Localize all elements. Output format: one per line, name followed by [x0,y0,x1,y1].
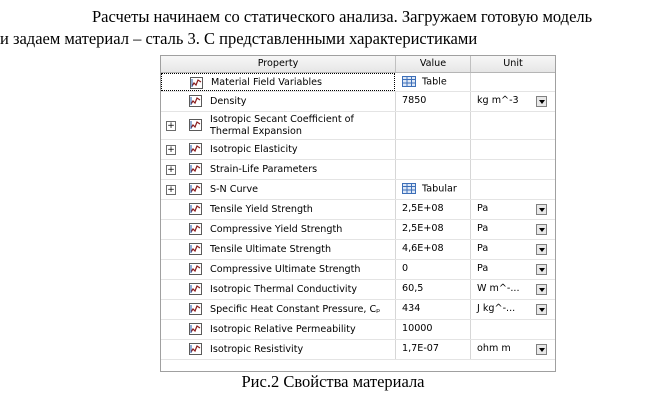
property-cell[interactable] [161,92,396,111]
table-row[interactable] [161,160,555,180]
value-text: 60,5 [402,283,424,294]
material-property-icon [189,143,203,156]
table-header [161,56,555,73]
material-property-icon [189,303,203,316]
dropdown-arrow-icon[interactable] [536,304,547,315]
material-property-icon [189,323,203,336]
header-unit[interactable]: Unit [503,58,523,69]
value-cell[interactable] [396,340,471,359]
dropdown-arrow-icon[interactable] [536,224,547,235]
property-label: Isotropic Resistivity [210,343,304,355]
dropdown-arrow-icon[interactable] [536,204,547,215]
unit-cell[interactable] [471,220,555,239]
unit-cell[interactable] [471,320,555,339]
property-label: Isotropic Elasticity [210,143,298,155]
unit-cell[interactable] [471,92,555,111]
unit-text: Pa [477,263,489,274]
property-cell[interactable] [161,73,395,91]
property-cell[interactable] [161,240,396,259]
value-cell[interactable] [396,280,471,299]
material-property-icon [190,77,204,90]
dropdown-arrow-icon[interactable] [536,96,547,107]
value-cell[interactable] [396,300,471,319]
unit-text: Pa [477,203,489,214]
property-cell[interactable] [161,340,396,359]
unit-cell[interactable] [471,200,555,219]
material-property-icon [189,243,203,256]
table-row[interactable] [161,300,555,320]
unit-text: kg m^-3 [477,95,519,106]
dropdown-arrow-icon[interactable] [536,284,547,295]
dropdown-arrow-icon[interactable] [536,244,547,255]
unit-cell[interactable] [471,160,555,179]
table-row[interactable] [161,340,555,360]
unit-cell[interactable] [471,280,555,299]
property-cell[interactable] [161,112,396,139]
figure-caption: Рис.2 Свойства материала [241,372,425,391]
value-text: 1,7E-07 [402,343,439,354]
unit-cell[interactable] [471,240,555,259]
paragraph-line-1: Расчеты начинаем со статического анализа. Загружаем готовую модель [92,7,593,26]
unit-cell[interactable] [471,260,555,279]
table-grid-icon [402,76,422,87]
dropdown-arrow-icon[interactable] [536,344,547,355]
header-property[interactable]: Property [161,56,396,72]
property-label: Tensile Ultimate Strength [210,243,332,255]
value-cell[interactable] [396,320,471,339]
dropdown-arrow-icon[interactable] [536,264,547,275]
property-label: Tensile Yield Strength [210,203,313,215]
property-label: Material Field Variables [211,77,323,88]
unit-cell[interactable] [471,140,555,159]
expand-icon[interactable]: + [167,184,175,195]
material-property-icon [189,283,203,296]
property-cell[interactable] [161,300,396,319]
body-paragraph [0,6,666,50]
table-row[interactable] [161,200,555,220]
property-cell[interactable] [161,180,396,199]
paragraph-line-2: и задаем материал – сталь 3. С представленными характеристиками [0,29,478,48]
unit-cell[interactable] [471,73,555,91]
table-grid-icon [402,184,422,195]
table-row[interactable] [161,260,555,280]
table-row[interactable] [161,112,555,140]
value-text: Table [422,76,447,87]
material-property-icon [189,343,203,356]
unit-cell[interactable] [471,340,555,359]
material-property-icon [189,119,203,132]
table-row[interactable] [161,280,555,300]
table-row[interactable] [161,92,555,112]
value-cell[interactable] [396,220,471,239]
unit-text: Pa [477,223,489,234]
value-text: 2,5E+08 [402,223,444,234]
expand-icon[interactable]: + [167,164,175,175]
value-text: 10000 [402,323,433,334]
unit-text: J kg^-... [477,303,516,314]
value-text: 434 [402,303,421,314]
material-property-icon [189,203,203,216]
property-cell[interactable] [161,280,396,299]
expand-icon[interactable]: + [167,120,175,131]
header-value[interactable]: Value [396,56,471,72]
property-cell[interactable] [161,160,396,179]
value-cell[interactable] [396,160,471,179]
value-text: Tabular [422,183,457,195]
material-property-icon [189,183,203,196]
value-cell[interactable] [396,260,471,279]
unit-text: W m^-... [477,283,520,294]
value-cell[interactable] [396,200,471,219]
material-property-icon [189,263,203,276]
property-label: Specific Heat Constant Pressure, Cₚ [210,303,381,315]
expand-icon[interactable]: + [167,144,175,155]
value-cell[interactable] [396,240,471,259]
value-cell[interactable] [396,73,471,91]
unit-cell[interactable] [471,300,555,319]
property-cell[interactable] [161,140,396,159]
unit-cell[interactable] [471,112,555,139]
property-cell[interactable] [161,260,396,279]
value-cell[interactable] [396,112,471,139]
table-row[interactable] [161,240,555,260]
table-row[interactable] [161,320,555,340]
property-label: S-N Curve [210,183,259,195]
material-properties-table [160,55,556,372]
property-cell[interactable] [161,220,396,239]
property-label: Isotropic Thermal Conductivity [210,283,358,295]
unit-cell[interactable] [471,180,555,199]
property-label: Isotropic Secant Coefficient of Thermal Expansion [210,114,354,137]
table-row[interactable] [161,140,555,160]
value-cell[interactable] [396,92,471,111]
property-label: Compressive Ultimate Strength [210,263,361,275]
table-row[interactable] [161,180,555,200]
table-row[interactable] [161,73,555,92]
table-row[interactable] [161,220,555,240]
property-label: Compressive Yield Strength [210,223,343,235]
property-cell[interactable] [161,320,396,339]
property-label: Density [210,95,247,107]
material-property-icon [189,223,203,236]
unit-text: ohm m [477,343,511,354]
property-label: Isotropic Relative Permeability [210,323,356,335]
value-text: 4,6E+08 [402,243,444,254]
value-text: 2,5E+08 [402,203,444,214]
value-cell[interactable] [396,180,471,199]
value-text: 7850 [402,95,427,106]
material-property-icon [189,95,203,108]
material-property-icon [189,163,203,176]
value-text: 0 [402,263,409,274]
property-label: Strain-Life Parameters [210,163,318,175]
unit-text: Pa [477,243,489,254]
value-cell[interactable] [396,140,471,159]
property-cell[interactable] [161,200,396,219]
